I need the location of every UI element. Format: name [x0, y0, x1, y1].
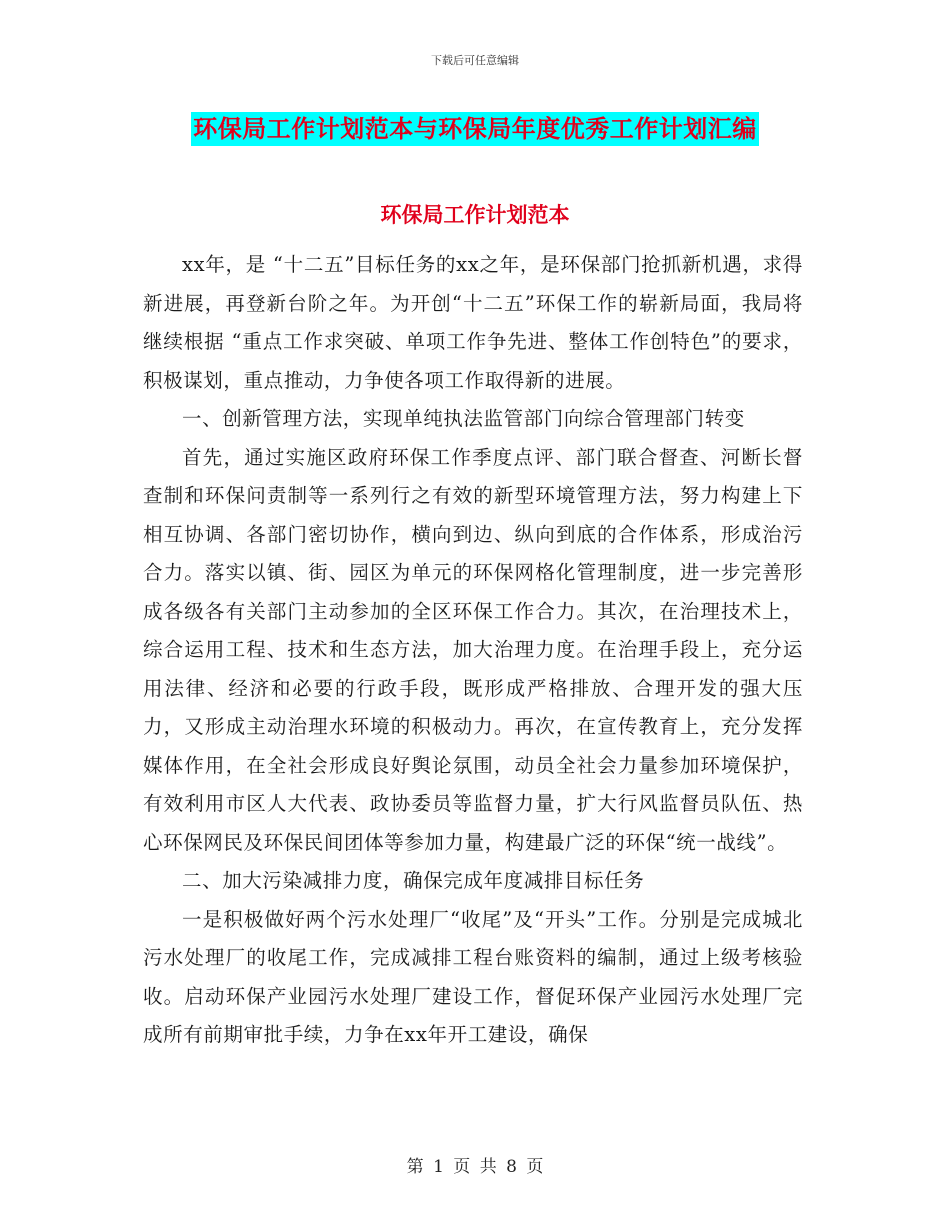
main-title-container	[0, 112, 950, 146]
page-number-footer: 第 1 页 共 8 页	[406, 1157, 544, 1177]
section-heading-2: 二、加大污染减排力度，确保完成年度减排目标任务	[182, 869, 645, 892]
page-header-note: 下载后可任意编辑	[431, 54, 519, 67]
document-body	[143, 246, 803, 1055]
document-subtitle: 环保局工作计划范本	[380, 202, 570, 227]
paragraph-intro: xx年，是 “十二五”目标任务的xx之年，是环保部门抢抓新机遇，求得新进展，再登新台阶之年。为开创“十二五”环保工作的崭新局面，我局将继续根据 “重点工作求突破、单项工作争先进、整体工作创特色”的要求，积极谋划，重点推动，力争使各项工作取得新的进展。	[143, 253, 803, 392]
paragraph-section-2: 一是积极做好两个污水处理厂“收尾”及“开头”工作。分别是完成城北污水处理厂的收尾工作，完成减排工程台账资料的编制，通过上级考核验收。启动环保产业园污水处理厂建设工作，督促环保产业园污水处理厂完成所有前期审批手续，力争在xx年开工建设，确保	[143, 907, 803, 1046]
document-main-title: 环保局工作计划范本与环保局年度优秀工作计划汇编	[191, 112, 759, 146]
section-heading-1: 一、创新管理方法，实现单纯执法监管部门向综合管理部门转变	[182, 407, 745, 430]
paragraph-section-1: 首先，通过实施区政府环保工作季度点评、部门联合督查、河断长督查制和环保问责制等一系列行之有效的新型环境管理方法，努力构建上下相互协调、各部门密切协作，横向到边、纵向到底的合作体系，形成治污合力。落实以镇、街、园区为单元的环保网格化管理制度，进一步完善形成各级各有关部门主动参加的全区环保工作合力。其次，在治理技术上，综合运用工程、技术和生态方法，加大治理力度。在治理手段上，充分运用法律、经济和必要的行政手段，既形成严格排放、合理开发的强大压力，又形成主动治理水环境的积极动力。再次，在宣传教育上，充分发挥媒体作用，在全社会形成良好舆论氛围，动员全社会力量参加环境保护，有效利用市区人大代表、政协委员等监督力量，扩大行风监督员队伍、热心环保网民及环保民间团体等参加力量，构建最广泛的环保“统一战线”。	[143, 445, 803, 854]
